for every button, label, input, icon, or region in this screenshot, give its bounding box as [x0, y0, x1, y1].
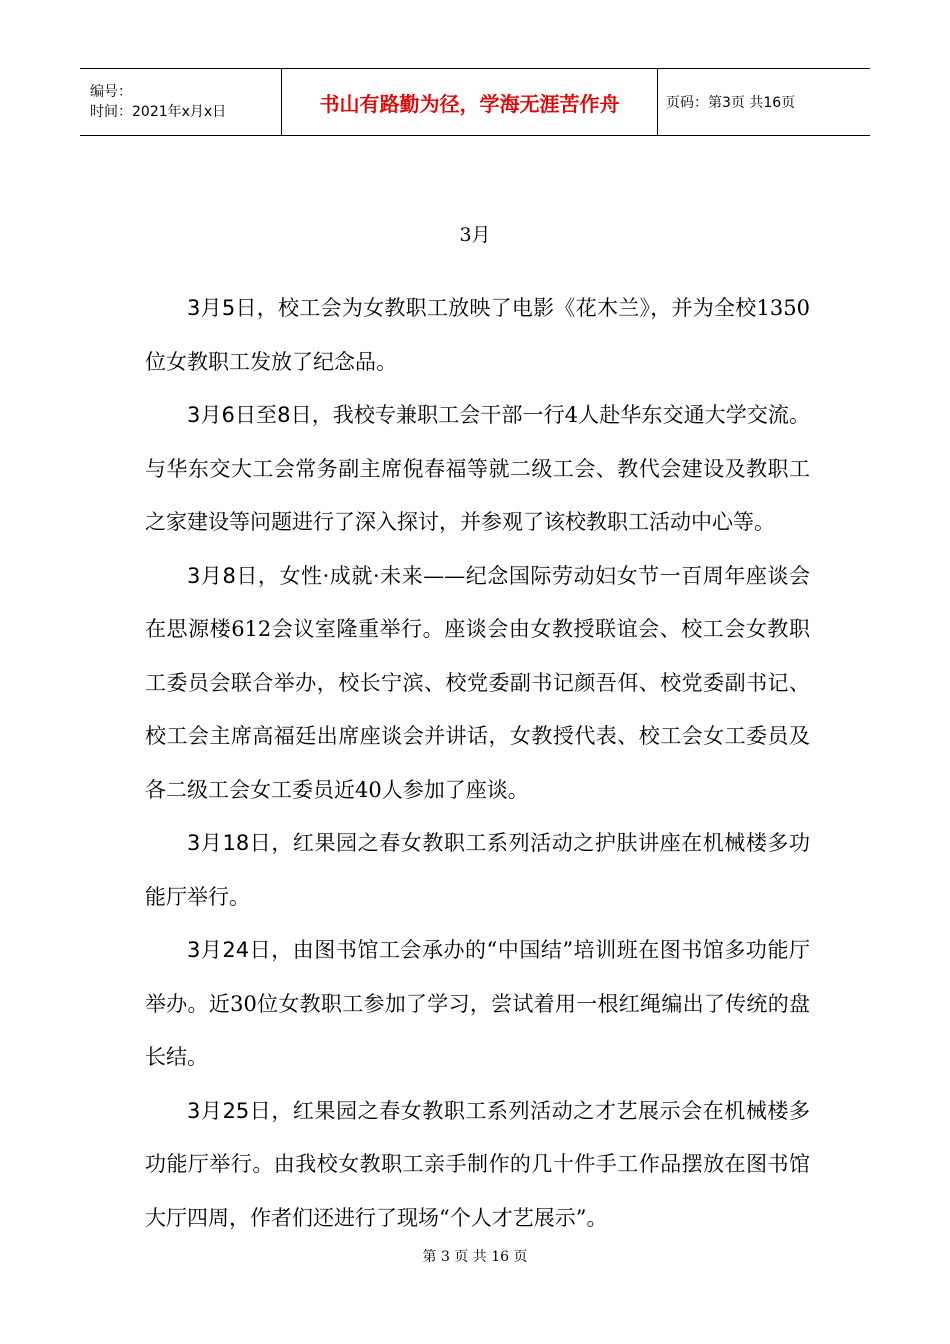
document-body	[145, 282, 810, 1245]
header-page-info	[658, 69, 870, 135]
event-paragraph	[145, 282, 810, 389]
event-text: ，我校专兼职工会干部一行4人赴华东交通大学交流。与华东交大工会常务副主席倪春福等就二级工会、教代会建设及教职工之家建设等问题进行了深入探讨，并参观了该校教职工活动中心等。	[145, 403, 810, 534]
event-date: 3月25日	[187, 1098, 272, 1123]
event-date: 3月5日	[187, 296, 257, 320]
event-text: ，红果园之春女教职工系列活动之护肤讲座在机械楼多功能厅举行。	[145, 831, 810, 909]
motto-text: 书山有路勤为径，学海无涯苦作舟	[319, 91, 620, 116]
page-footer: 第 3 页 共 16 页	[422, 1249, 528, 1265]
event-paragraph	[145, 1085, 810, 1246]
event-date: 3月6日至8日	[187, 403, 312, 427]
event-date: 3月24日	[187, 938, 272, 962]
event-paragraph	[145, 550, 810, 818]
document-number-label: 编号：	[90, 84, 132, 100]
event-paragraph	[145, 817, 810, 924]
header-meta	[80, 69, 282, 135]
page-info-text: 页码：第3页 共16页	[666, 95, 796, 111]
month-heading: 3月	[459, 224, 491, 246]
event-text: ，由图书馆工会承办的“中国结”培训班在图书馆多功能厅举办。近30位女教职工参加了学习，尝试着用一根红绳编出了传统的盘长结。	[145, 938, 810, 1069]
event-paragraph	[145, 389, 810, 550]
event-text: ，红果园之春女教职工系列活动之才艺展示会在机械楼多功能厅举行。由我校女教职工亲手制作的几十件手工作品摆放在图书馆大厅四周，作者们还进行了现场“个人才艺展示”。	[145, 1098, 810, 1230]
event-date: 3月8日	[187, 563, 258, 588]
event-paragraph	[145, 924, 810, 1085]
page-header	[80, 68, 870, 136]
document-time: 时间：2021年x月x日	[90, 104, 227, 120]
event-date: 3月18日	[187, 831, 272, 855]
header-motto	[282, 69, 658, 135]
event-text: ，校工会为女教职工放映了电影《花木兰》，并为全校1350位女教职工发放了纪念品。	[145, 296, 810, 374]
event-text: ，女性·成就·未来——纪念国际劳动妇女节一百周年座谈会在思源楼612会议室隆重举行。座谈会由女教授联谊会、校工会女教职工委员会联合举办，校长宁滨、校党委副书记颜吾佴、校党委副书记、校工会主席高福廷出席座谈会并讲话，女教授代表、校工会女工委员及各二级工会女工委员近40人参加了座谈。	[145, 563, 810, 802]
